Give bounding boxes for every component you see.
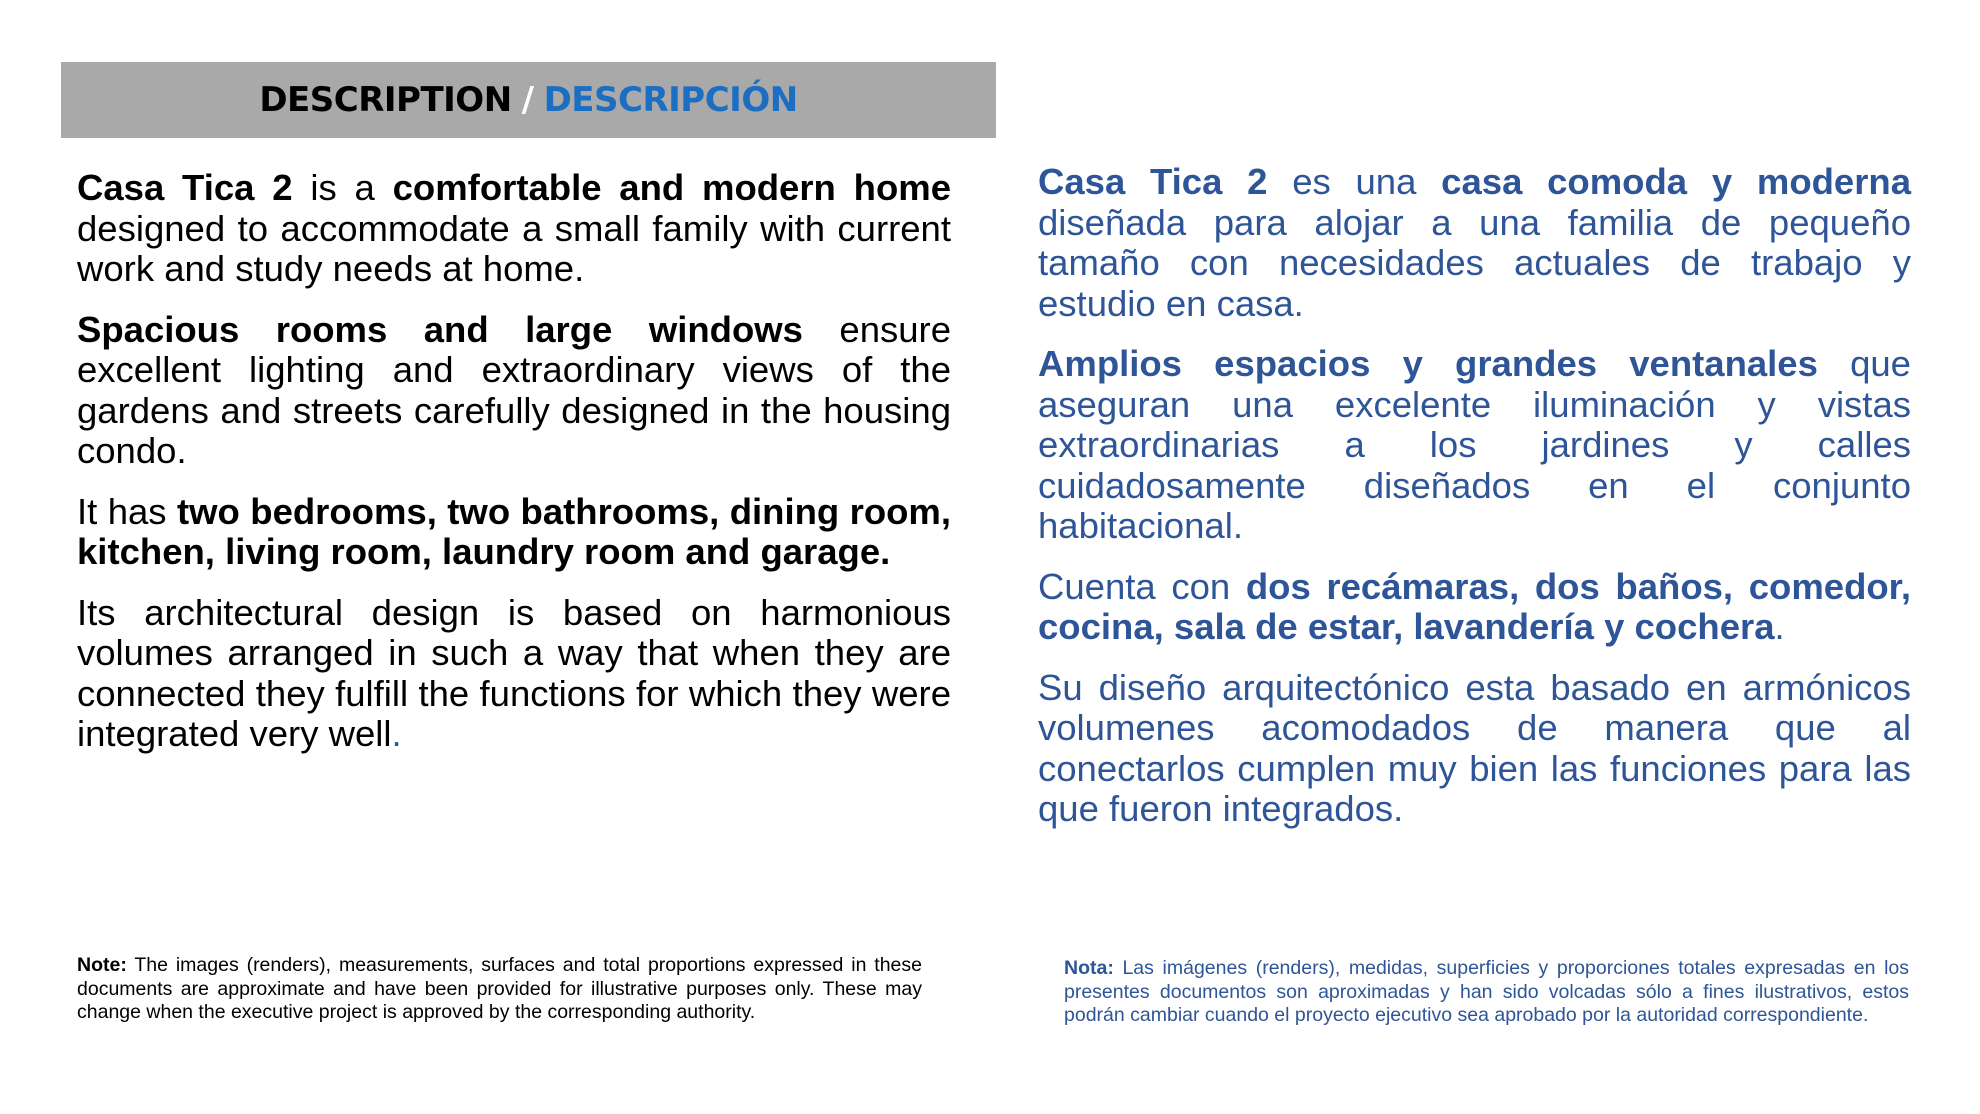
bold-phrase: Amplios espacios y grandes ventanales bbox=[1038, 343, 1818, 384]
spanish-note bbox=[1064, 957, 1909, 1028]
text-span: Cuenta con bbox=[1038, 565, 1246, 607]
bold-phrase: dos recámaras, dos baños, comedor, cocina, sala de estar, lavandería y cochera bbox=[1038, 565, 1911, 647]
note-text: Las imágenes (renders), medidas, superficies y proporciones totales expresadas en los presentes documentos son aproximadas y han sido volcadas sólo a fines ilustrativos, estos podrán cambiar cuando el proyecto ejecutivo sea aprobado por la autoridad correspondiente. bbox=[1064, 957, 1909, 1026]
bold-phrase: Spacious rooms and large windows bbox=[77, 308, 803, 350]
header-title-english: DESCRIPTION bbox=[259, 80, 512, 120]
spanish-paragraph-features bbox=[1038, 567, 1911, 648]
spanish-description bbox=[1038, 162, 1911, 850]
english-paragraph-features bbox=[77, 492, 951, 573]
english-description bbox=[77, 168, 951, 775]
header-title-spanish: DESCRIPCIÓN bbox=[543, 80, 798, 120]
bold-phrase: casa comoda y moderna bbox=[1441, 161, 1912, 202]
bold-phrase: two bedrooms, two bathrooms, dining room, kitchen, living room, laundry room and garage. bbox=[77, 490, 951, 572]
text-span: is a bbox=[292, 167, 393, 208]
header-separator: / bbox=[521, 80, 534, 120]
note-text: The images (renders), measurements, surfaces and total proportions expressed in these documents are approximate and have been provided for illustrative purposes only. These may change when the executive project is approved by the corresponding authority. bbox=[77, 954, 922, 1023]
spanish-paragraph-design bbox=[1038, 668, 1911, 830]
text-span: que aseguran una excelente iluminación y vistas extraordinarias a los jardines y calles cuidadosamente diseñados en el conjunto habitacional. bbox=[1038, 343, 1911, 546]
english-paragraph-intro bbox=[77, 168, 951, 290]
text-span: es una bbox=[1267, 161, 1442, 202]
note-label: Note: bbox=[77, 954, 127, 976]
english-paragraph-design bbox=[77, 593, 951, 755]
english-paragraph-rooms bbox=[77, 310, 951, 472]
text-span: Its architectural design is based on harmonious volumes arranged in such a way that when they are connected they fulfill the functions for which they were integrated very well bbox=[77, 591, 951, 754]
text-span: Su diseño arquitectónico esta basado en armónicos volumenes acomodados de manera que al conectarlos cumplen muy bien las funciones para las que fueron integrados. bbox=[1038, 666, 1911, 829]
text-span: . bbox=[391, 713, 402, 754]
description-header bbox=[61, 62, 996, 138]
text-span: designed to accommodate a small family with current work and study needs at home. bbox=[77, 207, 951, 289]
text-span: ensure excellent lighting and extraordinary views of the gardens and streets carefully designed in the housing condo. bbox=[77, 308, 952, 471]
spanish-paragraph-rooms bbox=[1038, 344, 1911, 547]
house-name: Casa Tica 2 bbox=[1038, 161, 1268, 202]
note-label: Nota: bbox=[1064, 957, 1114, 979]
text-span: It has bbox=[77, 490, 177, 532]
spanish-paragraph-intro bbox=[1038, 162, 1911, 324]
bold-phrase: comfortable and modern home bbox=[392, 167, 951, 208]
text-span: . bbox=[1774, 606, 1785, 647]
house-name: Casa Tica 2 bbox=[77, 167, 293, 208]
english-note bbox=[77, 954, 922, 1025]
text-span: diseñada para alojar a una familia de pequeño tamaño con necesidades actuales de trabajo y estudio en casa. bbox=[1038, 201, 1911, 324]
